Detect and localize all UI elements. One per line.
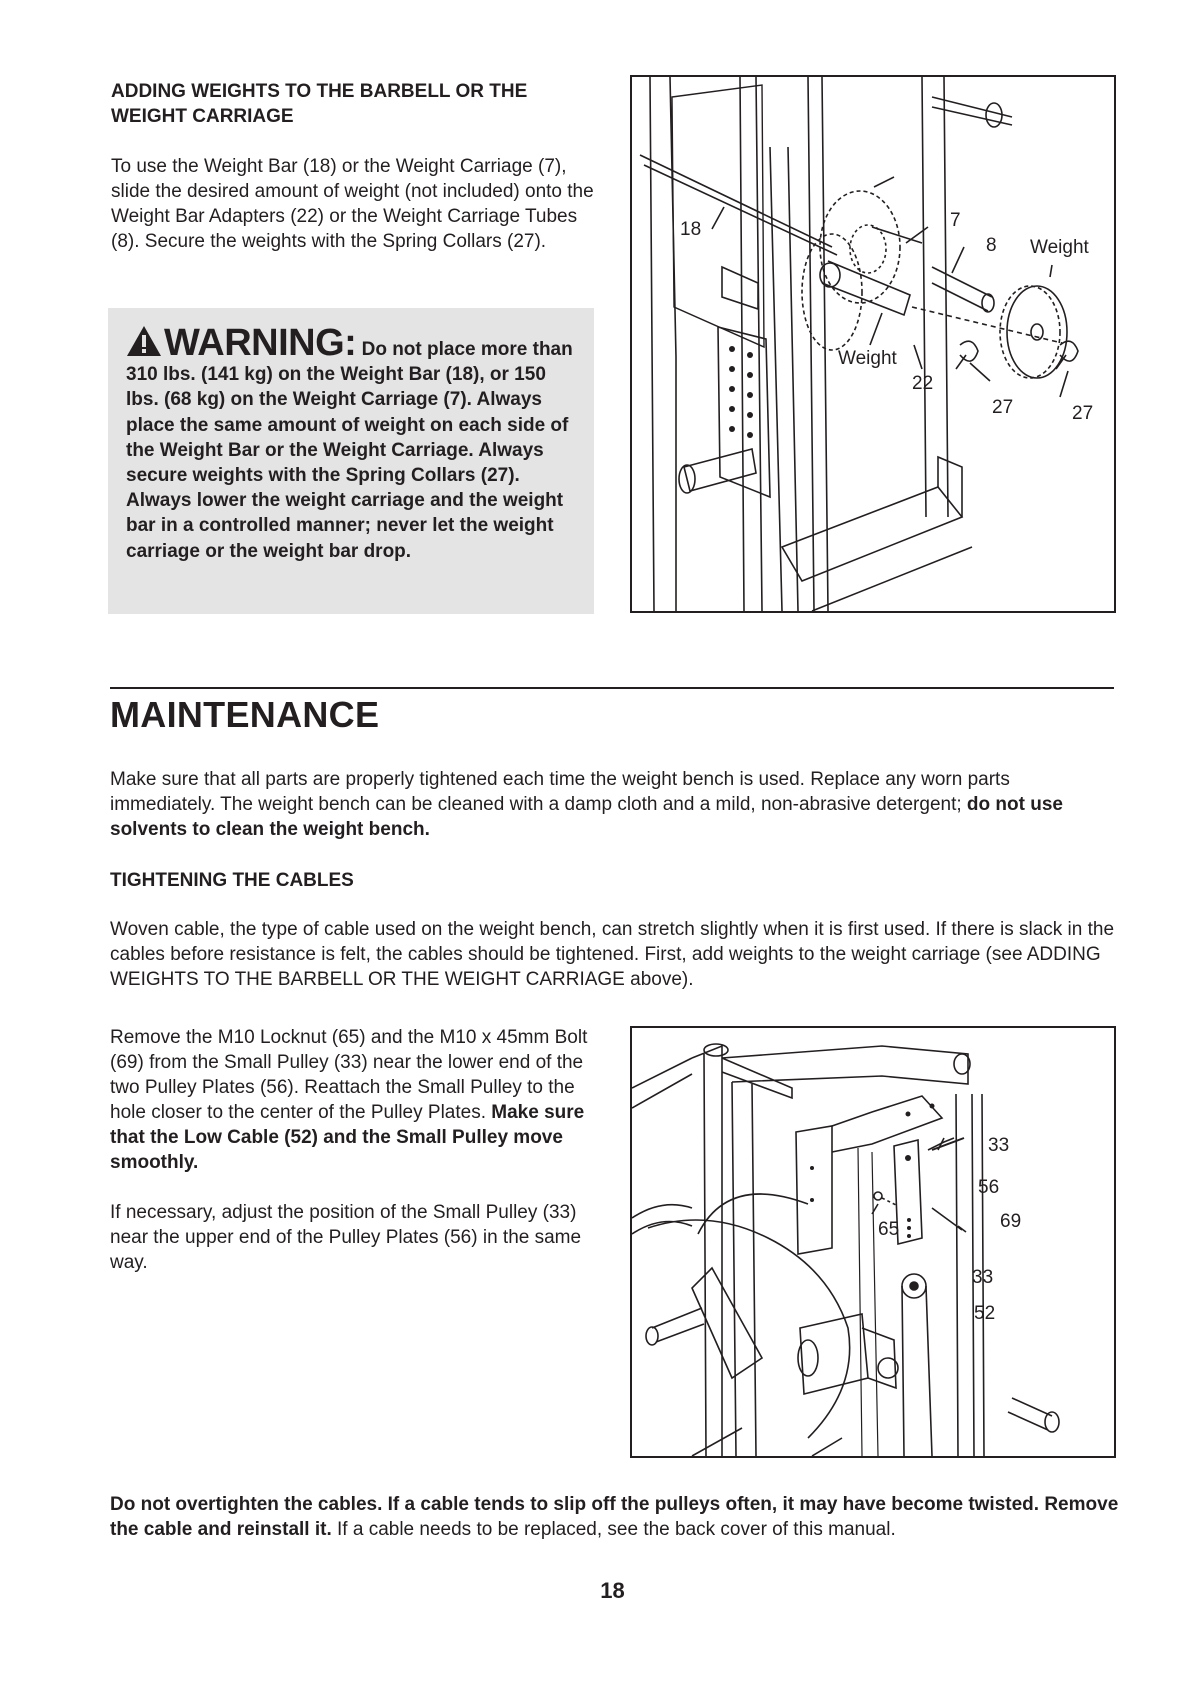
maintenance-paragraph bbox=[110, 767, 1110, 842]
callout-65: 65 bbox=[878, 1219, 900, 1240]
final-caution-bold-text: Do not overtighten the cables. If a cable tends to slip off the pulleys often, it may have become twisted. Remove the cable and reinstall it. bbox=[110, 1494, 1119, 1540]
callout-33-lower: 33 bbox=[972, 1267, 994, 1288]
warning-text: Do not place more than 310 lbs. (141 kg) on the Weight Bar (18), or 150 lbs. (68 kg) on the Weight Carriage (7). Always place the same amount of weight on each side of the Weight Bar or the Weight Carriage. Always secure weights with the Spring Collars (27). Always lower the weight carriage and the weight bar in a controlled manner; never let the weight carriage or the weight bar drop. bbox=[126, 339, 573, 562]
section-divider bbox=[110, 687, 1114, 689]
callout-52: 52 bbox=[974, 1303, 996, 1324]
callout-27-right: 27 bbox=[1072, 403, 1094, 424]
callout-8: 8 bbox=[986, 235, 997, 256]
callout-69: 69 bbox=[1000, 1211, 1022, 1232]
maintenance-title: MAINTENANCE bbox=[110, 694, 380, 735]
callout-33-upper: 33 bbox=[988, 1135, 1010, 1156]
remove-locknut-bold-text: Make sure that the Low Cable (52) and the Small Pulley move smoothly. bbox=[110, 1102, 585, 1173]
pulley-adjustment-illustration bbox=[632, 1028, 1114, 1456]
adjust-pulley-paragraph: If necessary, adjust the position of the Small Pulley (33) near the upper end of the Pulley Plates (56) in the same way. bbox=[110, 1202, 582, 1273]
adding-weights-paragraph: To use the Weight Bar (18) or the Weight Carriage (7), slide the desired amount of weight (not included) onto the Weight Bar Adapters (22) or the Weight Carriage Tubes (8). Secure the weights with the Spring Collars (27). bbox=[111, 156, 594, 252]
woven-cable-paragraph: Woven cable, the type of cable used on the weight bench, can stretch slightly when it is first used. If there is slack in the cables before resistance is felt, the cables should be tightened. First, add weights to the weight carriage (see ADDING WEIGHTS TO THE BARBELL OR THE WEIGHT CARRIAGE above). bbox=[110, 919, 1115, 990]
pulley-adjustment-diagram bbox=[630, 1026, 1116, 1458]
callout-22: 22 bbox=[912, 373, 934, 394]
section-heading-adding-weights: ADDING WEIGHTS TO THE BARBELL OR THE WEIGHT CARRIAGE bbox=[111, 81, 528, 127]
callout-7: 7 bbox=[950, 210, 961, 231]
callout-56: 56 bbox=[978, 1177, 1000, 1198]
remove-locknut-text: Remove the M10 Locknut (65) and the M10 x 45mm Bolt (69) from the Small Pulley (33) near the lower end of the two Pulley Plates (56). Reattach the Small Pulley to the hole closer to the center of the Pulley Plates. bbox=[110, 1027, 588, 1123]
section-heading-tightening-cables: TIGHTENING THE CABLES bbox=[110, 870, 354, 891]
callout-18: 18 bbox=[680, 219, 702, 240]
maintenance-bold-text: do not use solvents to clean the weight bench. bbox=[110, 794, 1063, 840]
remove-locknut-paragraph bbox=[110, 1025, 605, 1175]
weight-loading-illustration bbox=[632, 77, 1114, 611]
callout-weight-left: Weight bbox=[838, 348, 897, 369]
final-caution-text: If a cable needs to be replaced, see the back cover of this manual. bbox=[331, 1519, 896, 1540]
callout-27-left: 27 bbox=[992, 397, 1014, 418]
warning-box bbox=[108, 308, 594, 614]
weight-loading-diagram bbox=[630, 75, 1116, 613]
final-caution-paragraph bbox=[110, 1492, 1120, 1542]
warning-label: WARNING: bbox=[164, 322, 357, 364]
warning-triangle-icon bbox=[126, 325, 162, 357]
maintenance-text: Make sure that all parts are properly tightened each time the weight bench is used. Replace any worn parts immediately. The weight bench can be cleaned with a damp cloth and a mild, non-abrasive detergent; bbox=[110, 769, 1010, 815]
warning-paragraph bbox=[126, 324, 576, 564]
callout-weight-right: Weight bbox=[1030, 237, 1089, 258]
page-number: 18 bbox=[600, 1578, 625, 1603]
